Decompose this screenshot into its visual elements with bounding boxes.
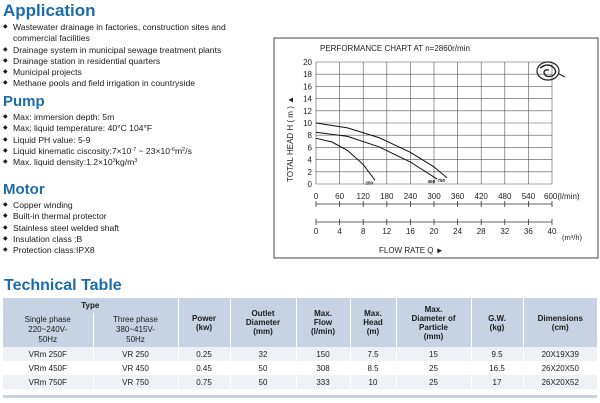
y-tick-label: 18 [303,70,312,80]
x-tick-label-m3h: 4 [337,227,342,236]
cell-gw: 17 [471,375,523,389]
cell-gw: 9.5 [471,347,523,361]
y-tick-label: 0 [307,180,312,189]
impeller-spiral [540,65,556,77]
cell-three: VR 750 [93,375,178,389]
x-tick-label-lmin: 540 [521,192,536,201]
viscosity-exp2: -6 [170,146,175,153]
list-item: ◆ Max: liquid temperature: 40°C 104°F [3,123,271,134]
density-exp: 3 [112,158,116,165]
cell-outlet: 50 [230,361,296,375]
cell-dims: 26X20X52 [523,375,597,389]
list-item: ◆ Built-in thermal protector [3,211,271,222]
chart-axes [303,58,580,236]
list-item: ◆ Copper winding [3,200,271,211]
cell-power: 0.25 [178,347,230,361]
y-tick-label: 8 [307,131,312,141]
density-unit: kg/m [115,157,135,168]
list-item: ◆ Drainage system in municipal sewage treatment plants [3,45,271,56]
cell-particle: 25 [396,375,471,389]
head-header: Max. Head (m) [350,298,396,347]
x-tick-label-lmin: 420 [474,192,488,201]
particle-header: Max. Diameter of Particle (mm) [396,298,471,347]
cell-dims: 26X20X50 [523,361,597,375]
cell-particle: 25 [396,361,471,375]
cell-single: VRm 750F [3,375,93,389]
y-tick-label: 20 [303,58,312,67]
cell-flow: 308 [296,361,350,375]
x-tick-label-lmin: 120 [356,192,370,201]
table-row [3,347,597,361]
list-item: ◆ Methane pools and field irrigation in countryside [3,78,271,89]
y-tick-label: 14 [303,94,312,104]
x-tick-label-m3h: 32 [500,227,510,236]
list-item: ◆ Stainless steel welded shaft [3,223,271,234]
pump-list [3,112,271,168]
dimensions-header: Dimensions (cm) [523,298,597,347]
x-tick-label-m3h: 24 [453,227,463,236]
density-text: Max. liquid density:1.2×10 [13,157,113,168]
list-item: ◆ Max: immersion depth: 5m [3,112,271,123]
y-tick-label: 4 [307,155,312,165]
density-unit-exp: 3 [134,158,138,165]
viscosity-unit-exp: 2 [182,146,186,153]
cell-flow: 150 [296,347,350,361]
x-tick-label-m3h: 0 [313,227,319,236]
list-item: ◆ Drainage station in residential quarters [3,56,271,67]
motor-heading: Motor [3,181,45,198]
cell-head: 8.5 [350,361,396,375]
chart-series-group [316,123,447,185]
y-tick-label: 12 [303,106,312,116]
x-tick-label-lmin: 60 [335,192,345,201]
chart-x-axis-label: FLOW RATE Q ► [379,246,444,255]
viscosity-exp: -7 [131,146,137,153]
chart-frame [274,38,598,258]
gw-header: G.W. (kg) [471,298,523,347]
x-tick-label-m3h: 28 [476,227,486,236]
curve-label-250: 250 [365,180,373,186]
cell-three: VR 450 [93,361,178,375]
cell-flow: 333 [296,375,350,389]
three-phase-header: Three phase 380~415V- 50Hz [93,313,178,347]
x-tick-label-lmin: 300 [427,192,441,201]
viscosity-mid: ~ 23×10 [136,145,171,156]
list-item: ◆ Insulation class :B [3,234,271,245]
technical-table [3,298,597,389]
chart-title: PERFORMANCE CHART AT n=2860r/min [320,44,470,53]
x-tick-label-lmin: 360 [450,192,465,201]
y-tick-label: 6 [307,143,312,153]
chart-y-axis-label: TOTAL HEAD H ( m ) ▲ [286,96,295,182]
x-tick-label-lmin: 600(l/min) [544,192,580,201]
y-tick-label: 10 [303,119,312,128]
list-item: ◆ Protection class:IPX8 [3,245,271,256]
y-tick-label: 2 [307,167,312,177]
x-tick-label-lmin: 480 [498,192,512,201]
x-tick-label-m3h: 16 [405,227,415,236]
x-tick-label-m3h: 12 [382,227,392,236]
list-item: ◆ Municipal projects [3,67,271,78]
cell-single: VRm 250F [3,347,93,361]
list-item: ◆ Wastewater drainage in factories, construction sites and commercial facilities [3,22,271,45]
technical-table-heading: Technical Table [4,277,122,294]
curve-label-450: 450 [427,179,436,185]
cell-gw: 16.5 [471,361,523,375]
table-header-row [3,298,597,313]
x-tick-label-m3h: 40 [547,227,557,236]
pump-impeller-logo [537,62,565,80]
list-item-density [3,157,271,168]
table-row [3,361,597,375]
cell-particle: 15 [396,347,471,361]
list-item: ◆ Liquid PH value: 5-9 [3,135,271,146]
x-tick-label-lmin: 180 [380,192,394,201]
cell-outlet: 32 [230,347,296,361]
list-item-viscosity [3,146,271,157]
chart-x2-unit-label: (m³/h) [562,233,582,242]
motor-list [3,200,271,256]
cell-dims: 20X19X39 [523,347,597,361]
table-row [3,375,597,389]
x-tick-label-m3h: 36 [523,227,533,236]
cell-three: VR 250 [93,347,178,361]
cell-head: 10 [350,375,396,389]
viscosity-tail: /s [185,145,192,156]
flow-header: Max. Flow (l/min) [296,298,350,347]
application-list [3,22,271,90]
x-tick-label-lmin: 0 [313,192,319,201]
application-heading: Application [3,1,96,20]
x-tick-label-m3h: 8 [360,227,366,236]
outlet-header: Outlet Diameter (mm) [230,298,296,347]
x-tick-label-m3h: 20 [429,227,439,236]
performance-chart [272,34,600,262]
cell-power: 0.45 [178,361,230,375]
cell-outlet: 50 [230,375,296,389]
pump-heading: Pump [3,93,45,110]
cell-single: VRm 450F [3,361,93,375]
x-tick-label-lmin: 240 [403,192,418,201]
cell-head: 7.5 [350,347,396,361]
impeller-tail [559,74,565,77]
cell-power: 0.75 [178,375,230,389]
table-bottom-rule [3,395,597,398]
curve-label-750: 750 [437,177,445,183]
power-header: Power (kw) [178,298,230,347]
performance-curve-750 [316,123,447,178]
viscosity-unit: m [174,145,183,156]
single-phase-header: Single phase 220~240V- 50Hz [3,313,93,347]
y-tick-label: 16 [303,82,312,92]
chart-grid [274,38,598,258]
viscosity-text: Liquid kinematic ciscosity:7×10 [13,145,132,156]
type-header: Type [3,298,178,313]
